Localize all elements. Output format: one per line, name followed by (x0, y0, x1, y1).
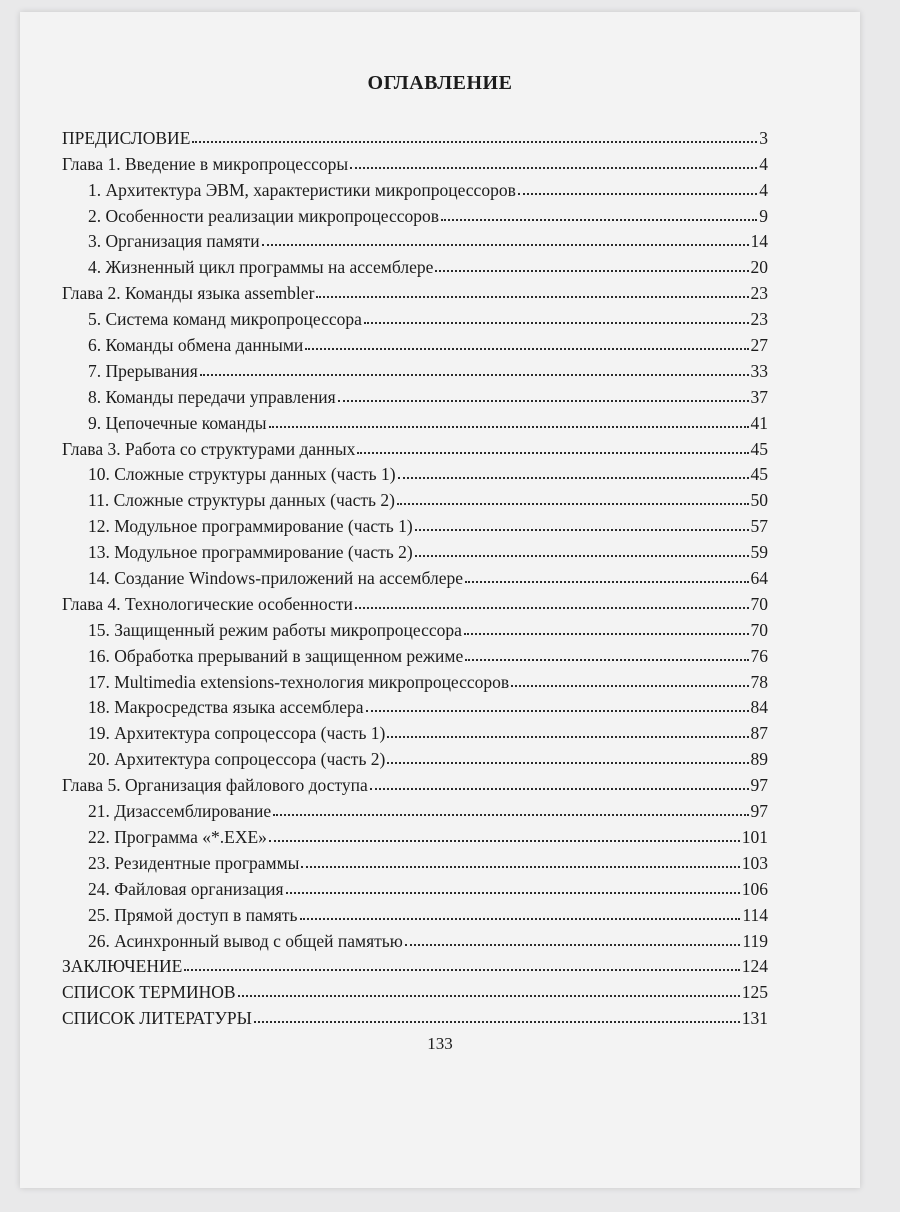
toc-entry-page: 70 (750, 593, 768, 614)
dot-leader (301, 866, 739, 868)
toc-entry-page: 119 (742, 930, 768, 951)
toc-entry-page: 87 (750, 723, 768, 744)
dot-leader (305, 348, 748, 350)
toc-entry-page: 97 (750, 775, 768, 796)
toc-entry-title: 20. Архитектура сопроцессора (часть 2) (88, 749, 386, 770)
toc-entry-title: 1. Архитектура ЭВМ, характеристики микропроцессоров (88, 179, 516, 200)
dot-leader (415, 555, 749, 557)
dot-leader (184, 969, 739, 971)
toc-entry-title: 17. Multimedia extensions-технология микропроцессоров (88, 671, 510, 692)
toc-entry-page: 103 (741, 852, 768, 873)
toc-entry-title: 4. Жизненный цикл программы на ассемблере (88, 257, 434, 278)
toc-entry-page: 50 (750, 490, 768, 511)
toc-entry-page: 76 (750, 645, 768, 666)
toc-entry (62, 277, 768, 303)
toc-entry-page: 114 (742, 904, 768, 925)
toc-subentry (62, 743, 768, 769)
toc-entry-page: 97 (750, 801, 768, 822)
toc-entry-title: 24. Файловая организация (88, 878, 284, 899)
toc-subentry (62, 510, 768, 536)
toc-entry-page: 106 (741, 878, 768, 899)
toc-entry-title: 19. Архитектура сопроцессора (часть 1) (88, 723, 386, 744)
toc-entry-page: 20 (750, 257, 768, 278)
toc-entry-title: 15. Защищенный режим работы микропроцессора (88, 619, 462, 640)
dot-leader (366, 710, 749, 712)
dot-leader (357, 452, 748, 454)
toc-entry (62, 769, 768, 795)
toc-subentry (62, 329, 768, 355)
toc-entry-title: 10. Сложные структуры данных (часть 1) (88, 464, 396, 485)
dot-leader (273, 814, 748, 816)
dot-leader (350, 167, 757, 169)
toc-entry-title: ПРЕДИСЛОВИЕ (62, 127, 191, 148)
dot-leader (518, 193, 757, 195)
toc-entry-title: Глава 1. Введение в микропроцессоры (62, 153, 349, 174)
toc-entry-title: 11. Сложные структуры данных (часть 2) (88, 490, 395, 511)
toc-entry-title: 23. Резидентные программы (88, 852, 300, 873)
dot-leader (387, 762, 748, 764)
toc-entry (62, 433, 768, 459)
dot-leader (405, 944, 741, 946)
toc-entry-title: 14. Создание Windows-приложений на ассемблере (88, 568, 463, 589)
page-number: 133 (427, 1034, 453, 1053)
toc-entry-title: Глава 2. Команды языка assembler (62, 283, 315, 304)
dot-leader (316, 296, 748, 298)
dot-leader (398, 477, 749, 479)
dot-leader (192, 141, 757, 143)
toc-entry-page: 4 (759, 153, 768, 174)
toc-entry-page: 124 (741, 956, 768, 977)
dot-leader (300, 918, 741, 920)
toc-entry-title: 18. Макросредства языка ассемблера (88, 697, 364, 718)
toc-subentry (62, 200, 768, 226)
toc-entry-title: СПИСОК ТЕРМИНОВ (62, 982, 236, 1003)
toc-subentry (62, 717, 768, 743)
toc-subentry (62, 536, 768, 562)
toc-entry-page: 23 (750, 283, 768, 304)
dot-leader (364, 322, 749, 324)
toc-entry-title: СПИСОК ЛИТЕРАТУРЫ (62, 1008, 252, 1029)
dot-leader (254, 1021, 740, 1023)
toc-subentry (62, 381, 768, 407)
toc-entry-page: 45 (750, 464, 768, 485)
toc-entry (62, 588, 768, 614)
toc-entry-page: 41 (750, 412, 768, 433)
dot-leader (435, 270, 748, 272)
toc-entry-title: 6. Команды обмена данными (88, 335, 304, 356)
toc-subentry (62, 355, 768, 381)
toc-subentry (62, 303, 768, 329)
toc-subentry (62, 484, 768, 510)
dot-leader (286, 892, 740, 894)
toc-subentry (62, 459, 768, 485)
dot-leader (200, 374, 749, 376)
toc-entry (62, 1002, 768, 1028)
toc-entry-title: Глава 3. Работа со структурами данных (62, 438, 356, 459)
toc-subentry (62, 614, 768, 640)
toc-entry-page: 101 (741, 826, 768, 847)
toc-subentry (62, 226, 768, 252)
toc-subentry (62, 407, 768, 433)
toc-subentry (62, 899, 768, 925)
toc-entry-page: 33 (750, 360, 768, 381)
toc-subentry (62, 821, 768, 847)
toc-entry-page: 4 (759, 179, 768, 200)
toc-entry-title: Глава 5. Организация файлового доступа (62, 775, 368, 796)
toc-entry-page: 70 (750, 619, 768, 640)
toc-entry-page: 89 (750, 749, 768, 770)
toc-subentry (62, 174, 768, 200)
dot-leader (338, 400, 749, 402)
toc-entry-page: 3 (759, 127, 768, 148)
toc-subentry (62, 640, 768, 666)
toc-subentry (62, 692, 768, 718)
dot-leader (262, 244, 749, 246)
dot-leader (387, 736, 748, 738)
dot-leader (465, 659, 748, 661)
toc-entry-page: 78 (750, 671, 768, 692)
dot-leader (355, 607, 749, 609)
toc-entry-page: 37 (750, 386, 768, 407)
toc-entry-page: 23 (750, 309, 768, 330)
dot-leader (465, 581, 749, 583)
toc-entry (62, 148, 768, 174)
toc-subentry (62, 666, 768, 692)
toc-subentry (62, 925, 768, 951)
toc-entry-title: 16. Обработка прерываний в защищенном режиме (88, 645, 464, 666)
toc-entry-title: 13. Модульное программирование (часть 2) (88, 542, 413, 563)
toc-entry-title: ЗАКЛЮЧЕНИЕ (62, 956, 183, 977)
toc-entry-page: 84 (750, 697, 768, 718)
dot-leader (370, 788, 749, 790)
toc-subentry (62, 873, 768, 899)
toc-entry-title: Глава 4. Технологические особенности (62, 593, 353, 614)
toc-entry-page: 9 (759, 205, 768, 226)
toc-entry-title: 2. Особенности реализации микропроцессоров (88, 205, 439, 226)
toc-entry-page: 125 (741, 982, 768, 1003)
toc-entry-page: 45 (750, 438, 768, 459)
toc-entry-title: 5. Система команд микропроцессора (88, 309, 362, 330)
toc-entry-title: 22. Программа «*.EXE» (88, 826, 267, 847)
toc-entry-page: 27 (750, 335, 768, 356)
toc-subentry (62, 562, 768, 588)
toc-entry-page: 57 (750, 516, 768, 537)
toc-entry-title: 26. Асинхронный вывод с общей памятью (88, 930, 403, 951)
toc-subentry (62, 251, 768, 277)
toc-entry-title: 12. Модульное программирование (часть 1) (88, 516, 413, 537)
toc-entry (62, 976, 768, 1002)
dot-leader (441, 219, 757, 221)
toc-subentry (62, 795, 768, 821)
toc-entry-page: 59 (750, 542, 768, 563)
dot-leader (415, 529, 749, 531)
dot-leader (511, 685, 748, 687)
dot-leader (238, 995, 740, 997)
document-page (20, 12, 860, 1188)
dot-leader (397, 503, 749, 505)
toc-subentry (62, 847, 768, 873)
toc-entry-page: 131 (741, 1008, 768, 1029)
table-of-contents (62, 122, 768, 1028)
page-title: ОГЛАВЛЕНИЕ (367, 72, 513, 94)
dot-leader (269, 426, 749, 428)
dot-leader (269, 840, 740, 842)
toc-entry-title: 3. Организация памяти (88, 231, 260, 252)
toc-entry (62, 122, 768, 148)
toc-entry-page: 14 (750, 231, 768, 252)
toc-entry-title: 9. Цепочечные команды (88, 412, 267, 433)
toc-entry-title: 21. Дизассемблирование (88, 801, 272, 822)
toc-entry (62, 951, 768, 977)
dot-leader (464, 633, 749, 635)
toc-entry-title: 8. Команды передачи управления (88, 386, 336, 407)
toc-entry-title: 25. Прямой доступ в память (88, 904, 298, 925)
toc-entry-page: 64 (750, 568, 768, 589)
toc-entry-title: 7. Прерывания (88, 360, 198, 381)
